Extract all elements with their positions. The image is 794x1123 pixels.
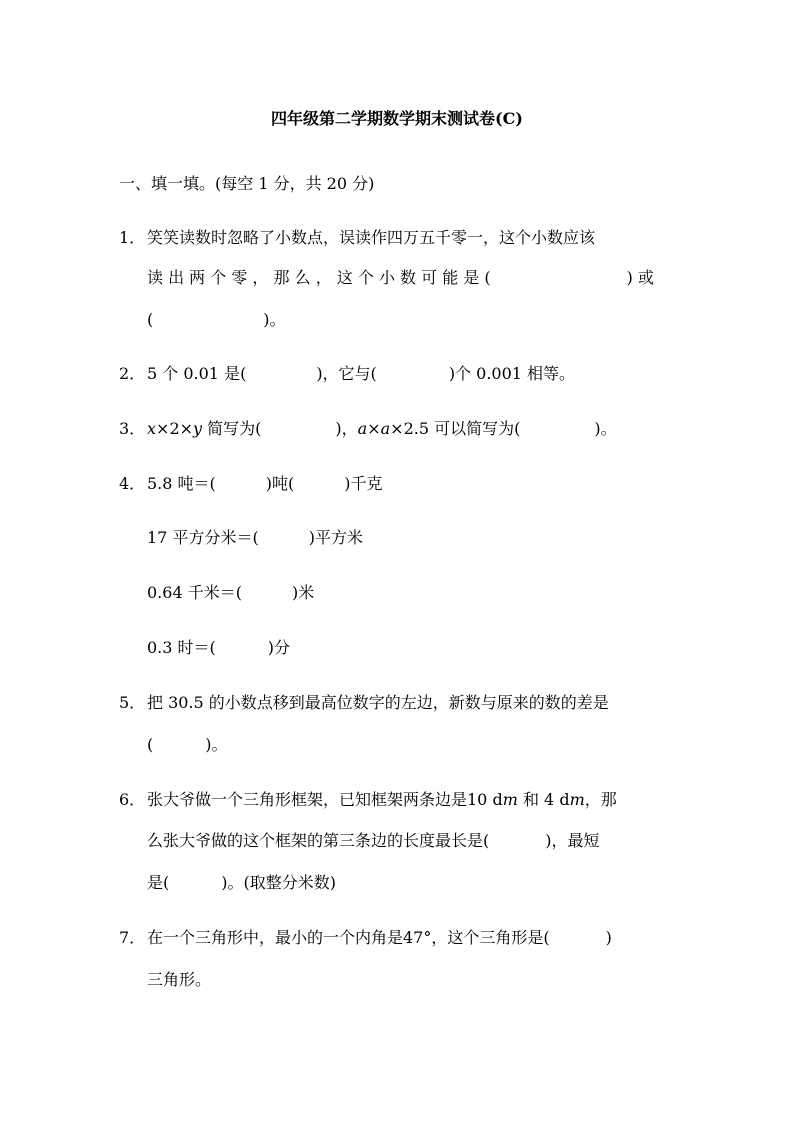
- question-4-text-3a: 0.64 千米＝(: [147, 583, 242, 602]
- variable-a: a: [380, 419, 391, 438]
- question-4-line-2: [147, 528, 363, 548]
- question-4-text-2b: )平方米: [308, 528, 363, 547]
- question-3-text-5: ×2.5 可以简写为(: [390, 419, 521, 438]
- question-3-text-3: )，: [335, 419, 358, 438]
- question-4-line-1: [119, 474, 383, 494]
- question-6-text-1c: ，那: [584, 790, 617, 809]
- question-7-text-1a: 在一个三角形中，最小的一个内角是47°，这个三角形是(: [147, 928, 550, 947]
- question-7-text-1b: ): [605, 928, 612, 947]
- question-6-text-1a: 张大爷做一个三角形框架，已知框架两条边是10 d: [147, 790, 503, 809]
- question-6-text-2a: 么张大爷做的这个框架的第三条边的长度最长是(: [147, 831, 490, 850]
- question-5-number: 5．: [119, 693, 146, 712]
- question-3-text-6: )。: [594, 419, 617, 438]
- question-5-line-1: [119, 693, 609, 713]
- question-7-text-2: 三角形。: [147, 970, 212, 989]
- question-2: [119, 364, 575, 384]
- section-heading: 一、填一填。(每空 1 分，共 20 分): [119, 174, 375, 193]
- question-1-paren-open: (: [147, 310, 154, 329]
- question-2-text-c: )个 0.001 相等。: [448, 364, 576, 383]
- question-6-text-1b: 和 4 d: [517, 790, 570, 809]
- question-5-paren-close: )。: [205, 735, 228, 754]
- question-4-number: 4．: [119, 474, 146, 493]
- question-3: [119, 419, 617, 439]
- variable-x: x: [147, 419, 157, 438]
- question-1-text: 笑笑读数时忽略了小数点，误读作四万五千零一，这个小数应该: [147, 228, 596, 247]
- question-4-text-1c: )千克: [344, 474, 383, 493]
- question-6-line-3: [147, 873, 336, 893]
- question-1-line-3: [147, 310, 286, 330]
- variable-y: y: [193, 419, 203, 438]
- question-7-line-1: [119, 928, 612, 948]
- page-title: 四年级第二学期数学期末测试卷(C): [271, 109, 523, 128]
- question-6-text-3b: )。(取整分米数): [221, 873, 336, 892]
- question-1-paren-close: )。: [263, 310, 286, 329]
- question-7-number: 7．: [119, 928, 146, 947]
- question-4-text-4a: 0.3 时＝(: [147, 638, 216, 657]
- question-6-text-2b: )，最短: [545, 831, 600, 850]
- question-5-text: 把 30.5 的小数点移到最高位数字的左边，新数与原来的数的差是: [147, 693, 609, 712]
- question-4-text-3b: )米: [291, 583, 315, 602]
- question-4-text-1a: 5.8 吨＝(: [147, 474, 216, 493]
- question-4-text-2a: 17 平方分米＝(: [147, 528, 259, 547]
- question-2-number: 2．: [119, 364, 146, 383]
- question-1-line-1: [119, 228, 595, 248]
- question-4-text-1b: )吨(: [265, 474, 295, 493]
- question-1-text-2: 读 出 两 个 零 ， 那 么 ， 这 个 小 数 可 能 是 (: [147, 268, 491, 287]
- question-1-line-2: [147, 268, 654, 288]
- question-1-text-3: ) 或: [626, 268, 654, 287]
- variable-a: a: [357, 419, 368, 438]
- question-6-line-1: [119, 790, 617, 810]
- unit-letter: m: [502, 790, 518, 809]
- unit-letter: m: [569, 790, 585, 809]
- question-3-text-2: 简写为(: [202, 419, 262, 438]
- question-1-number: 1．: [119, 228, 146, 247]
- question-2-text-a: 5 个 0.01 是(: [147, 364, 247, 383]
- question-5-line-2: [147, 735, 228, 755]
- question-3-number: 3．: [119, 419, 146, 438]
- question-6-number: 6．: [119, 790, 146, 809]
- question-4-line-3: [147, 583, 314, 603]
- question-2-text-b: )，它与(: [316, 364, 377, 383]
- question-4-line-4: [147, 638, 290, 658]
- question-7-line-2: [147, 970, 211, 990]
- question-3-text-1: ×2×: [156, 419, 194, 438]
- question-5-paren-open: (: [147, 735, 154, 754]
- question-4-text-4b: )分: [267, 638, 291, 657]
- question-3-text-4: ×: [367, 419, 381, 438]
- question-6-text-3a: 是(: [147, 873, 170, 892]
- question-6-line-2: [147, 831, 600, 851]
